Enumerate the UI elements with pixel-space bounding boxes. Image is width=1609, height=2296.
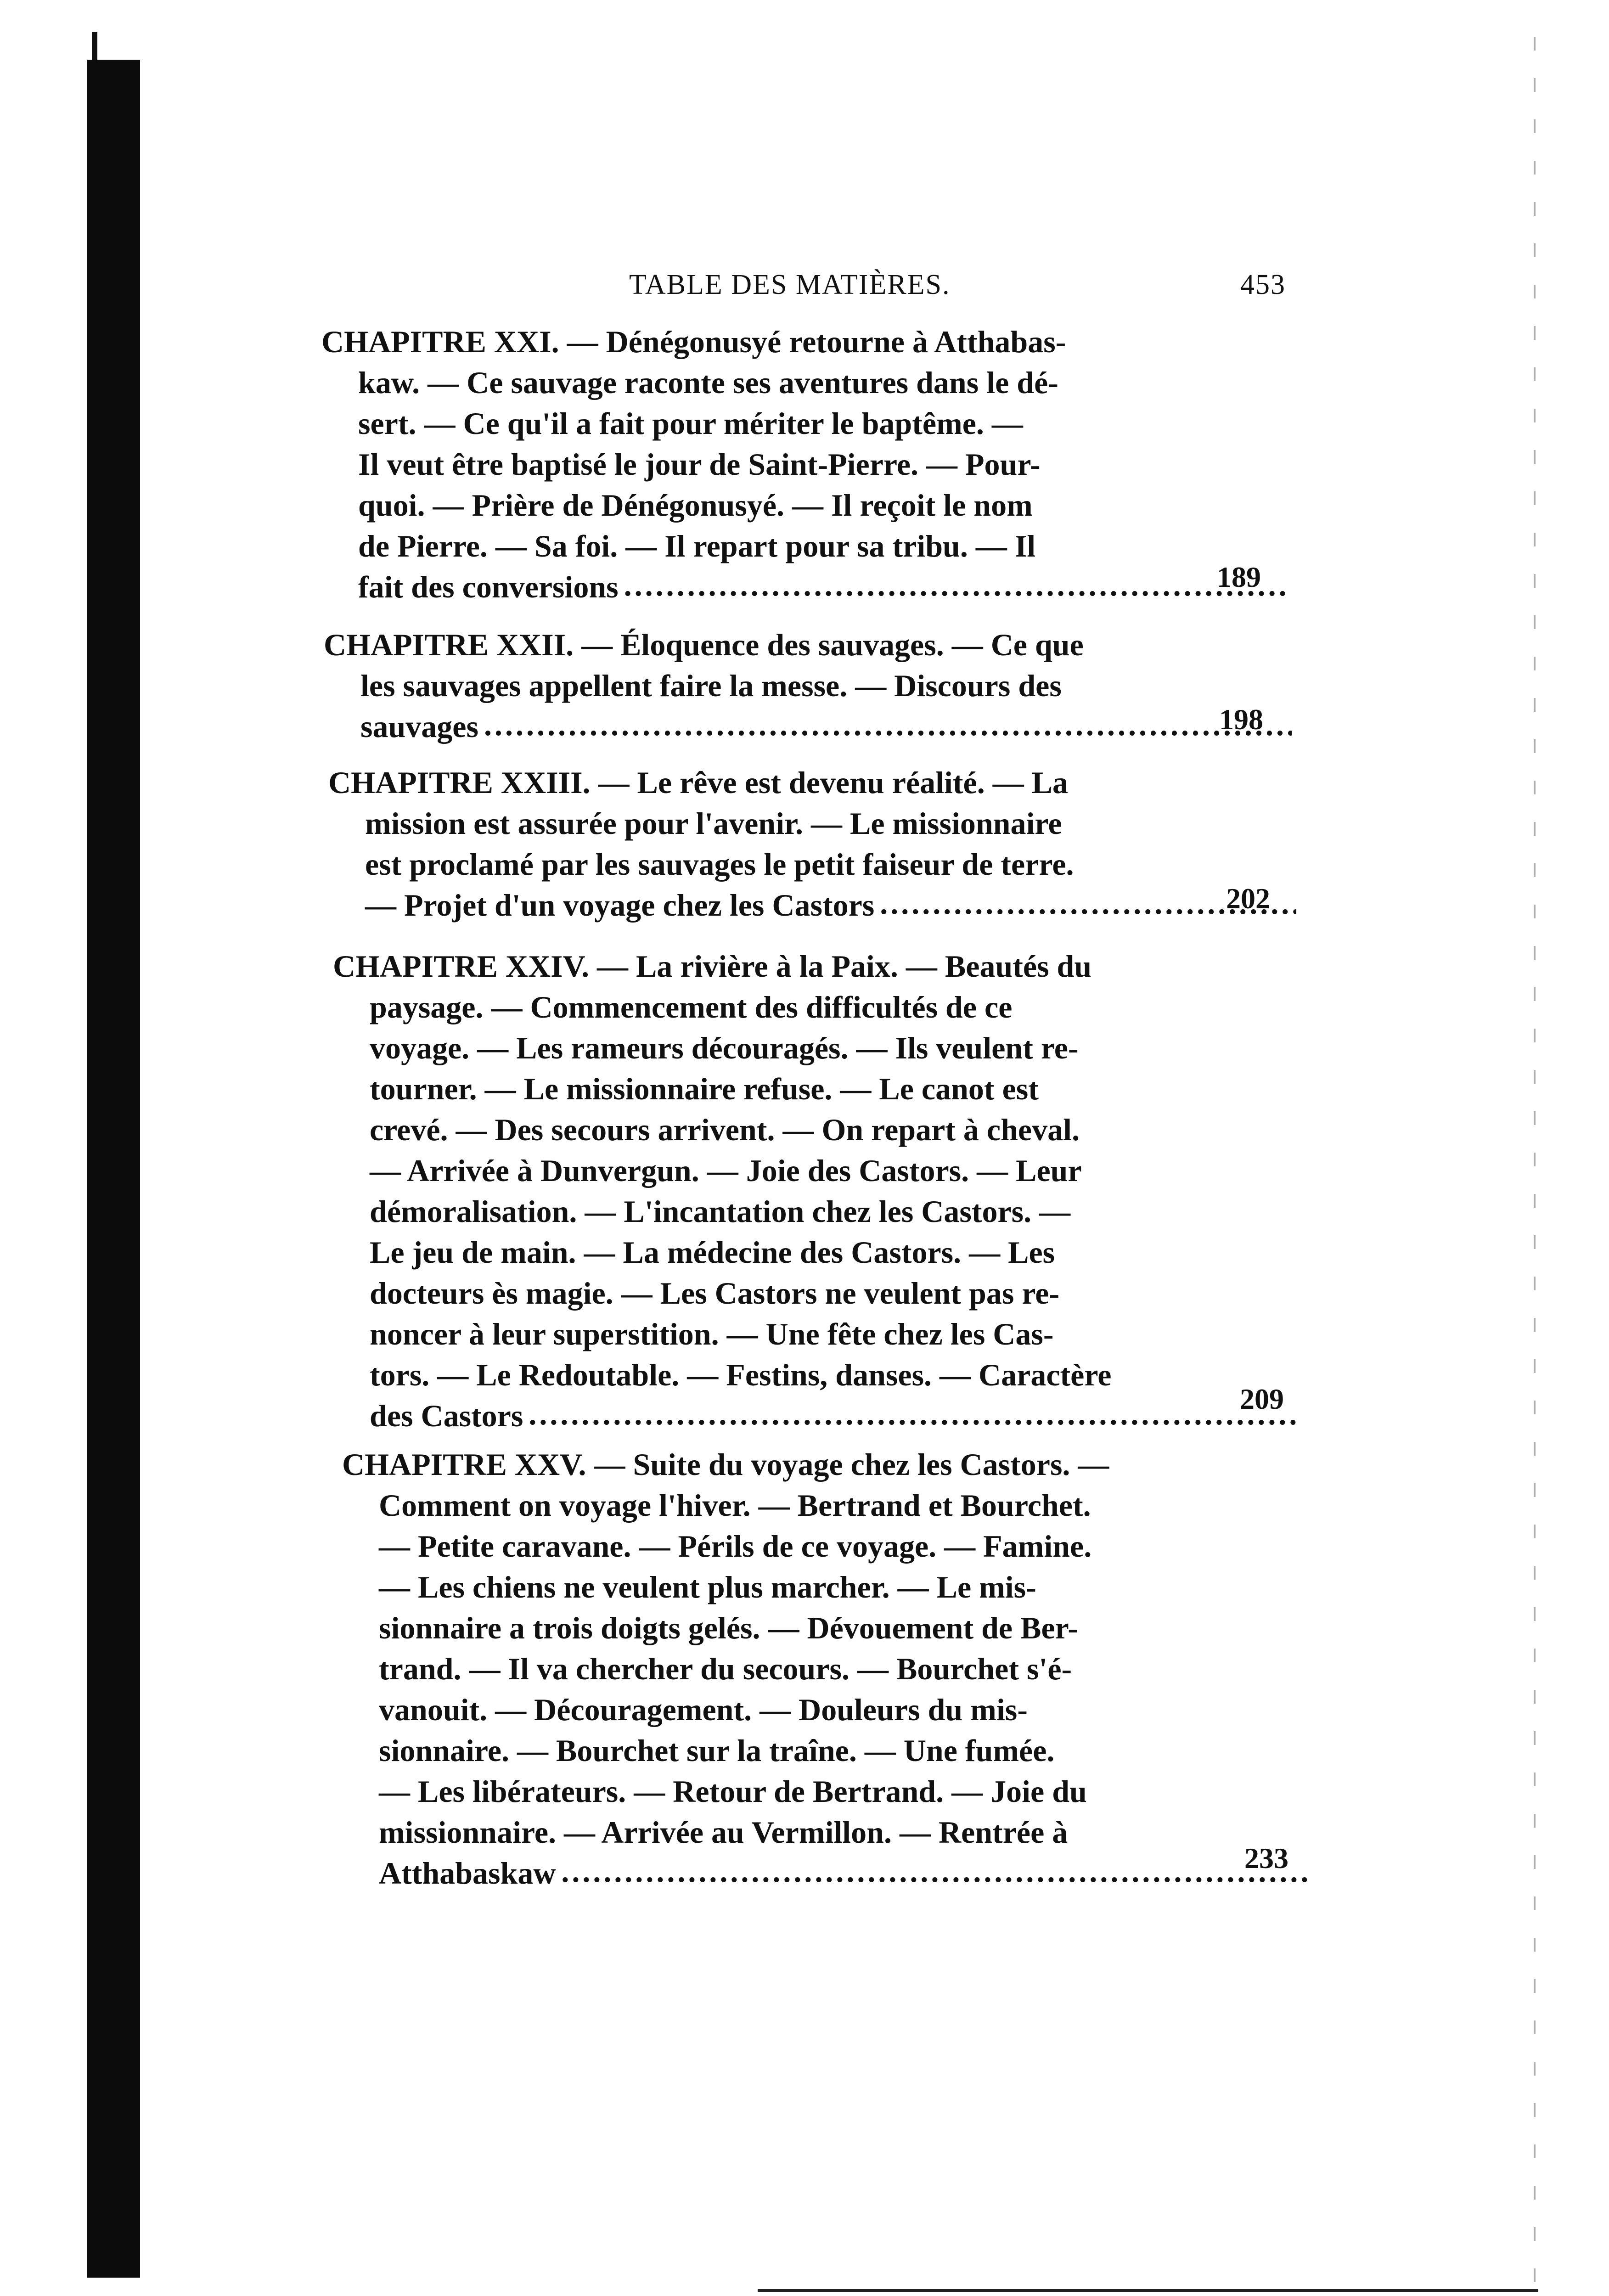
toc-line [324,665,1297,706]
binding-shadow [87,60,140,2278]
toc-line: sionnaire a trois doigts gelés. — Dévouement de Ber- [379,1610,1078,1645]
toc-line: vanouit. — Découragement. — Douleurs du mis- [379,1692,1028,1727]
toc-line: — Arrivée à Dunvergun. — Joie des Castors. — Leur [370,1153,1082,1188]
toc-line: — Les chiens ne veulent plus marcher. — Le mis- [379,1570,1036,1604]
toc-line-text: sauvages [360,709,478,744]
toc-entry-chapter-24 [333,946,1306,1436]
toc-line: CHAPITRE XXV. — Suite du voyage chez les Castors. — [342,1447,1109,1482]
toc-line: Le jeu de main. — La médecine des Castors. — Les [370,1235,1055,1270]
toc-entry-chapter-25 [342,1444,1316,1894]
toc-line: docteurs ès magie. — Les Castors ne veulent pas re- [370,1276,1060,1311]
toc-line: mission est assurée pour l'avenir. — Le missionnaire [365,806,1062,841]
toc-line: sert. — Ce qu'il a fait pour mériter le baptême. — [358,406,1023,441]
toc-line: est proclamé par les sauvages le petit faiseur de terre. [365,847,1074,882]
toc-page-number: 202 [1226,882,1270,915]
running-header [629,269,1286,301]
toc-entry-chapter-21 [321,321,1295,608]
toc-line: sionnaire. — Bourchet sur la traîne. — Une fumée. [379,1733,1055,1768]
header-title: TABLE DES MATIÈRES. [629,269,951,300]
toc-line: démoralisation. — L'incantation chez les Castors. — [370,1194,1071,1229]
toc-line-text: Atthabaskaw [379,1856,556,1891]
toc-line: — Les libérateurs. — Retour de Bertrand. — Joie du [379,1774,1087,1809]
toc-line: kaw. — Ce sauvage raconte ses aventures dans le dé- [358,365,1058,400]
toc-entry-chapter-23 [328,762,1302,926]
bottom-edge [758,2289,1538,2292]
toc-line: trand. — Il va chercher du secours. — Bourchet s'é- [379,1651,1072,1686]
toc-line: CHAPITRE XXIV. — La rivière à la Paix. — Beautés du [333,949,1092,984]
toc-last-line [328,885,1302,926]
toc-line: — Petite caravane. — Périls de ce voyage. — Famine. [379,1529,1092,1564]
toc-last-line [333,1396,1306,1436]
toc-line: crevé. — Des secours arrivent. — On repart à cheval. [370,1112,1080,1147]
toc-line-text: — Projet d'un voyage chez les Castors [365,888,875,923]
toc-line: CHAPITRE XXII. — Éloquence des sauvages. — Ce que [324,627,1084,662]
toc-line: CHAPITRE XXI. — Dénégonusyé retourne à Atthabas- [321,324,1066,359]
toc-line: Il veut être baptisé le jour de Saint-Pierre. — Pour- [358,447,1041,482]
toc-last-line [324,706,1297,747]
toc-page-number: 189 [1217,561,1261,593]
dot-leader [624,565,1289,606]
toc-entry-chapter-22 [324,625,1297,747]
toc-line: CHAPITRE XXIII. — Le rêve est devenu réalité. — La [328,765,1069,800]
dot-leader [561,1851,1310,1892]
toc-line: tors. — Le Redoutable. — Festins, danses. — Caractère [370,1357,1112,1392]
header-page-number: 453 [1240,269,1286,300]
toc-line: quoi. — Prière de Dénégonusyé. — Il reçoit le nom [358,488,1033,523]
dot-leader [484,704,1292,745]
toc-line: de Pierre. — Sa foi. — Il repart pour sa tribu. — Il [358,529,1036,563]
toc-last-line [342,1853,1316,1894]
toc-line-text: des Castors [370,1398,523,1433]
toc-page-number: 233 [1244,1842,1288,1874]
page-edge [1534,37,1536,2287]
toc-last-line [321,567,1295,608]
toc-line: paysage. — Commencement des difficultés de ce [370,990,1013,1024]
dot-leader [529,1394,1301,1435]
toc-page-number: 209 [1240,1383,1284,1415]
toc-line: missionnaire. — Arrivée au Vermillon. — Rentrée à [379,1815,1068,1850]
toc-line: noncer à leur superstition. — Une fête chez les Cas- [370,1317,1054,1351]
toc-line: voyage. — Les rameurs découragés. — Ils veulent re- [370,1030,1079,1065]
toc-page-number: 198 [1219,703,1263,736]
toc-line: Comment on voyage l'hiver. — Bertrand et Bourchet. [379,1488,1091,1523]
toc-line-text: les sauvages appellent faire la messe. — Discours des [360,668,1062,703]
toc-line: tourner. — Le missionnaire refuse. — Le canot est [370,1071,1039,1106]
toc-line-text: fait des conversions [358,569,619,604]
